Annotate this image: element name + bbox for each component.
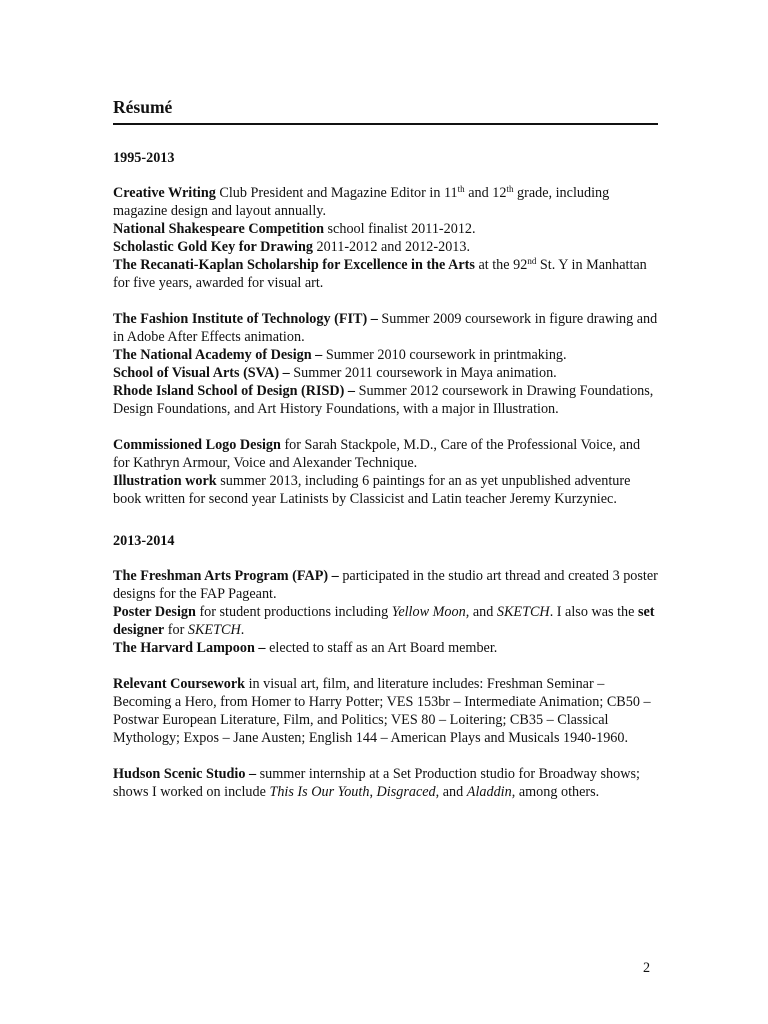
entry-title: Hudson Scenic Studio – <box>113 766 257 782</box>
entry-title: The National Academy of Design – <box>113 347 323 363</box>
ordinal-suffix: nd <box>527 256 537 266</box>
resume-entry <box>113 256 658 292</box>
entry-text: for <box>164 622 188 638</box>
entry-text: Club President and Magazine Editor in 11 <box>215 185 458 201</box>
entry-text: , among others. <box>511 784 600 800</box>
entry-text: and <box>469 604 497 620</box>
resume-content <box>113 149 658 801</box>
entry-title: Rhode Island School of Design (RISD) – <box>113 383 356 399</box>
entry-text: elected to staff as an Art Board member. <box>265 640 498 656</box>
entry-group <box>113 184 658 292</box>
entry-text: and 12 <box>464 185 507 201</box>
entry-title: Creative Writing <box>113 185 216 201</box>
resume-entry <box>113 310 658 346</box>
entry-title: set designer <box>113 604 655 638</box>
entry-text: . <box>240 622 245 638</box>
resume-entry <box>113 364 658 382</box>
entry-title: The Recanati-Kaplan Scholarship for Excellence in the Arts <box>113 257 475 273</box>
resume-entry <box>113 238 658 256</box>
entry-text: . I also was the <box>549 604 638 620</box>
entry-title: Illustration work <box>113 473 217 489</box>
entry-title: The Fashion Institute of Technology (FIT) – <box>113 311 378 327</box>
resume-entry <box>113 567 658 603</box>
ordinal-suffix: th <box>457 184 465 194</box>
resume-entry <box>113 472 658 508</box>
ordinal-suffix: th <box>506 184 514 194</box>
entry-title: Commissioned Logo Design <box>113 437 281 453</box>
entry-title: Relevant Coursework <box>113 676 246 692</box>
resume-entry <box>113 184 658 220</box>
entry-text: , <box>369 784 377 800</box>
entry-title: The Harvard Lampoon – <box>113 640 266 656</box>
entry-text: Summer 2012 coursework in Drawing Foundations, Design Foundations, and Art History Foundations, with a major in Illustration. <box>113 383 654 417</box>
entry-title: School of Visual Arts (SVA) – <box>113 365 290 381</box>
entry-group <box>113 675 658 747</box>
resume-entry <box>113 675 658 747</box>
entry-title: National Shakespeare Competition <box>113 221 324 237</box>
entry-text: Summer 2011 coursework in Maya animation. <box>289 365 557 381</box>
entry-text: at the 92 <box>474 257 528 273</box>
entry-italic-text: Disgraced <box>376 784 436 800</box>
entry-italic-text: This Is Our Youth <box>269 784 370 800</box>
entry-title: Poster Design <box>113 604 196 620</box>
entry-italic-text: Yellow Moon, <box>391 604 470 620</box>
entry-text: for Sarah Stackpole, M.D., Care of the Professional Voice, and for Kathryn Armour, Voice and Alexander Technique. <box>113 437 641 471</box>
entry-text: summer internship at a Set Production studio for Broadway shows; shows I worked on include <box>113 766 640 800</box>
section-years-heading: 1995-2013 <box>113 150 175 166</box>
resume-entry <box>113 220 658 238</box>
section-years-heading: 2013-2014 <box>113 533 175 549</box>
entry-italic-text: SKETCH <box>496 604 550 620</box>
entry-title: Scholastic Gold Key for Drawing <box>113 239 313 255</box>
resume-entry <box>113 765 658 801</box>
page-number: 2 <box>643 960 651 976</box>
entry-text: in visual art, film, and literature includes: Freshman Seminar – Becoming a Hero, from Homer to Harry Potter; VES 153br – Intermediate Animation; CB50 – Postwar European Literature, Film, and Politics; VES 80 – Loitering; CB35 – Classical Mythology; Expos – Jane Austen; English 144 – American Plays and Musicals 1940-1960. <box>113 676 651 746</box>
resume-entry <box>113 382 658 418</box>
entry-text: St. Y in Manhattan for five years, awarded for visual art. <box>113 257 647 291</box>
entry-text: Summer 2010 coursework in printmaking. <box>322 347 567 363</box>
entry-text: 2011-2012 and 2012-2013. <box>312 239 471 255</box>
entry-italic-text: Aladdin <box>466 784 512 800</box>
resume-entry <box>113 436 658 472</box>
entry-text: participated in the studio art thread and created 3 poster designs for the FAP Pageant. <box>113 568 658 602</box>
entry-group <box>113 765 658 801</box>
entry-title: The Freshman Arts Program (FAP) – <box>113 568 339 584</box>
entry-text: summer 2013, including 6 paintings for an as yet unpublished adventure book written for second year Latinists by Classicist and Latin teacher Jeremy Kurzyniec. <box>113 473 631 507</box>
page-title: Résumé <box>113 95 658 125</box>
entry-text: grade, including magazine design and layout annually. <box>113 185 610 219</box>
entry-text: for student productions including <box>195 604 392 620</box>
entry-italic-text: SKETCH <box>187 622 241 638</box>
entry-text: , and <box>435 784 467 800</box>
resume-entry <box>113 603 658 639</box>
entry-group <box>113 567 658 657</box>
resume-entry <box>113 346 658 364</box>
entry-group <box>113 436 658 508</box>
resume-page <box>113 95 658 801</box>
entry-text: school finalist 2011-2012. <box>323 221 476 237</box>
resume-entry <box>113 639 658 657</box>
entry-text: Summer 2009 coursework in figure drawing and in Adobe After Effects animation. <box>113 311 658 345</box>
entry-group <box>113 310 658 418</box>
